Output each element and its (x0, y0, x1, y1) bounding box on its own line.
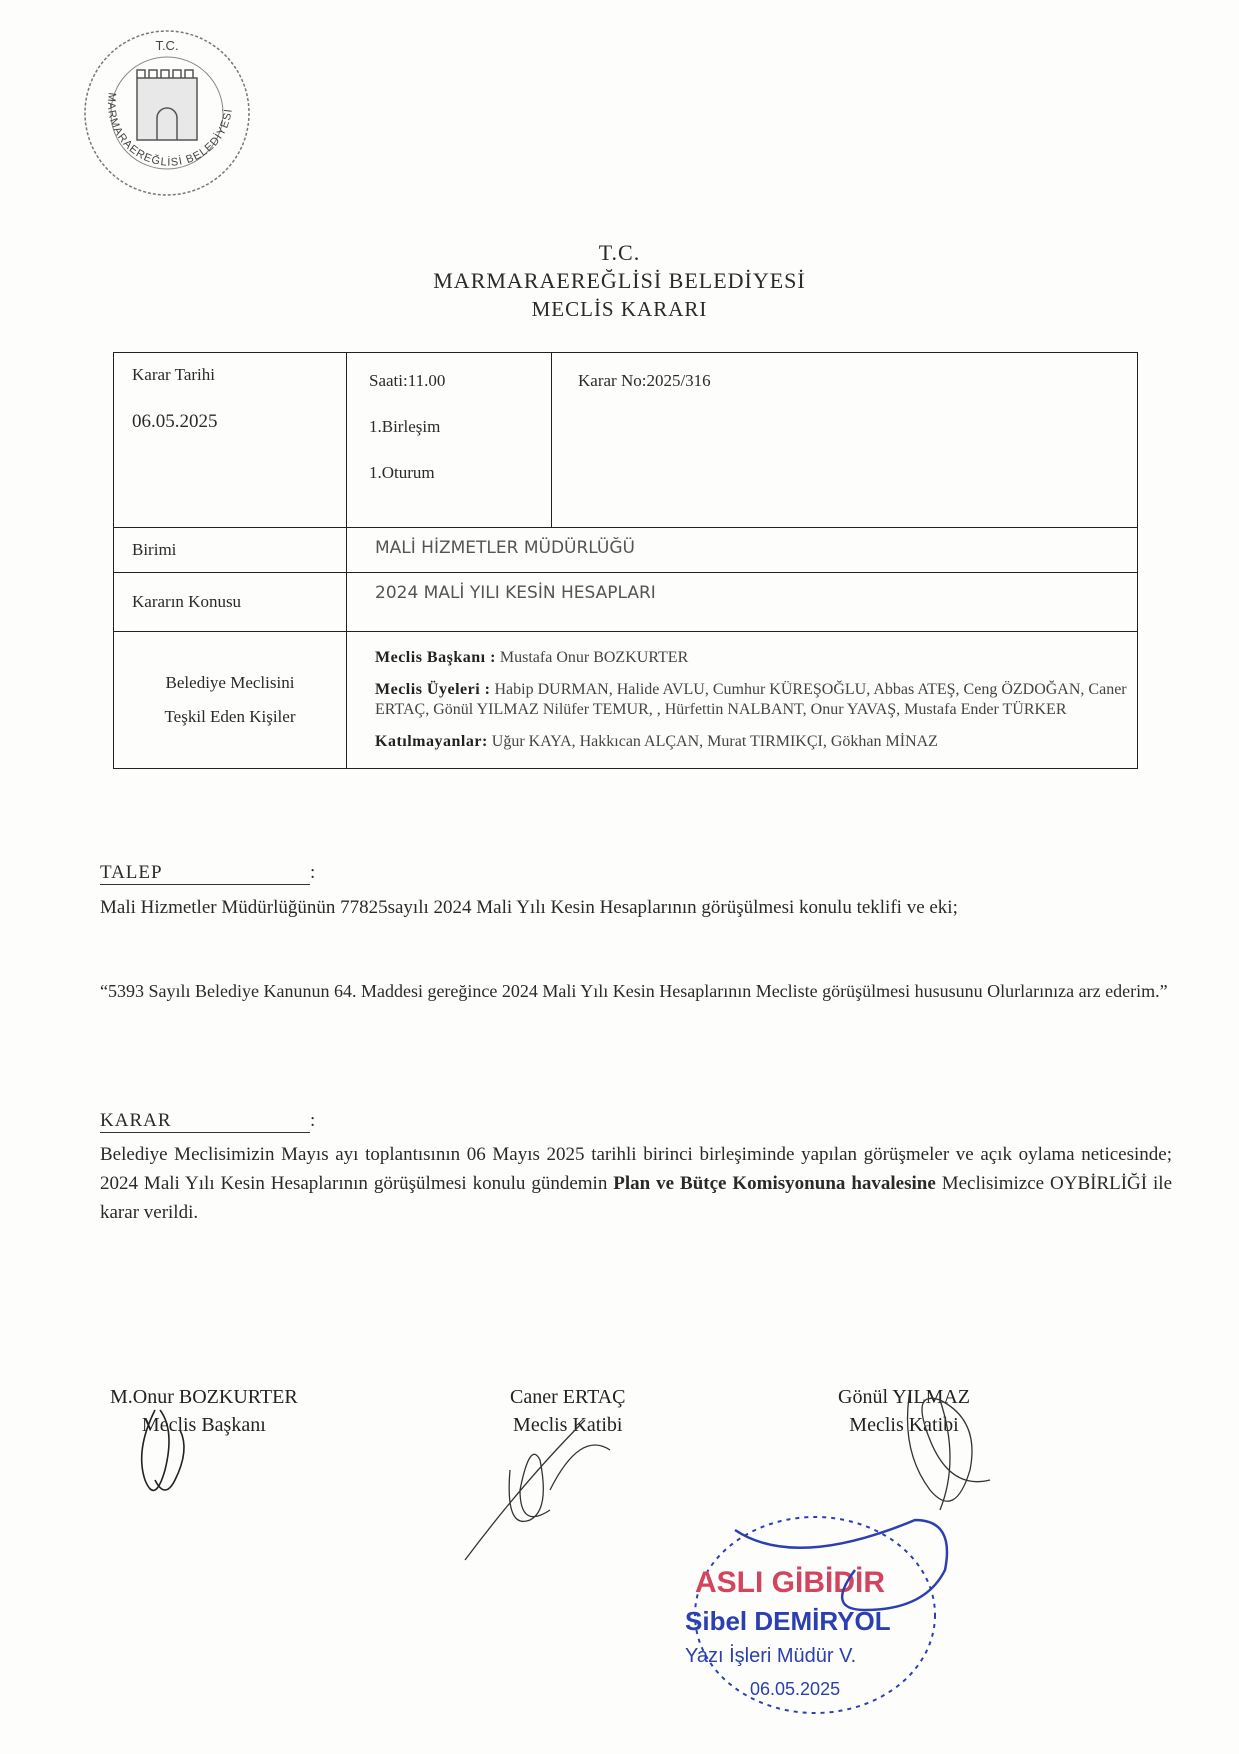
stamp-line-2: Sibel DEMİRYOL (685, 1606, 891, 1636)
members-label-cell (114, 632, 347, 769)
karar-heading-row (100, 1110, 316, 1133)
session-time: Saati:11.00 (369, 371, 446, 390)
absent-list: Uğur KAYA, Hakkıcan ALÇAN, Murat TIRMIKÇI, Gökhan MİNAZ (491, 733, 938, 750)
members-label-1: Belediye Meclisini (165, 673, 295, 692)
unit-value: MALİ HİZMETLER MÜDÜRLÜĞÜ (347, 528, 1138, 573)
president-signature (120, 1400, 240, 1510)
municipality-seal (82, 28, 252, 198)
karar-text-b: Meclisimizce OYBİRLİĞİ ile karar verildi. (100, 1173, 1173, 1223)
karar-text-a: Belediye Meclisimizin Mayıs ayı toplantısının 06 Mayıs 2025 tarihli birinci birleşiminde yapılan görüşmeler ve açık oylama neticesinde; 2024 Mali Yılı Kesin Hesaplarının görüşülmesi konulu gündemin (100, 1144, 1172, 1194)
clerk-1-signature (460, 1410, 640, 1570)
session-cell (347, 353, 552, 528)
stamp-line-1: ASLI GİBİDİR (695, 1566, 886, 1599)
president-name: Mustafa Onur BOZKURTER (499, 649, 689, 666)
signer-title-clerk-1: Meclis Katibi (513, 1414, 623, 1436)
clerk-2-signature (870, 1380, 1020, 1530)
decision-info-table (113, 352, 1138, 769)
talep-text: Mali Hizmetler Müdürlüğünün 77825sayılı 2024 Mali Yılı Kesin Hesaplarının görüşülmesi konulu teklifi ve eki; (100, 897, 958, 918)
subject-value: 2024 MALİ YILI KESİN HESAPLARI (347, 573, 1138, 632)
subject-label: Kararın Konusu (114, 573, 347, 632)
signer-name-president: M.Onur BOZKURTER (110, 1386, 298, 1408)
talep-heading: TALEP (100, 862, 163, 883)
signer-name-clerk-1: Caner ERTAÇ (510, 1386, 626, 1408)
castle-icon (137, 70, 197, 140)
decision-date-cell (114, 353, 347, 528)
signer-title-president: Meclis Başkanı (141, 1414, 266, 1436)
header-title: MECLİS KARARI (531, 297, 708, 321)
talep-quote: “5393 Sayılı Belediye Kanunun 64. Maddesi gereğince 2024 Mali Yılı Kesin Hesaplarının Mecliste görüşülmesi hususunu Olurlarınıza arz ederim.” (100, 981, 1168, 1001)
signer-name-clerk-2: Gönül YILMAZ (838, 1386, 971, 1408)
header-municipality: MARMARAEREĞLİSİ BELEDİYESİ (433, 268, 806, 293)
karar-colon: : (310, 1110, 317, 1131)
karar-text (100, 1140, 1172, 1227)
president-label: Meclis Başkanı : (375, 649, 496, 666)
talep-heading-row (100, 862, 316, 885)
unit-label: Birimi (114, 528, 347, 573)
seal-ring-text: MARMARAEREĞLİSİ BELEDİYESİ (104, 91, 235, 169)
members-list: Habip DURMAN, Halide AVLU, Cumhur KÜREŞOĞLU, Abbas ATEŞ, Ceng ÖZDOĞAN, Caner ERTAÇ, Gönül YILMAZ Nilüfer TEMUR, , Hürfettin NALBANT, Onur YAVAŞ, Mustafa Ender TÜRKER (375, 681, 1127, 718)
absent-label: Katılmayanlar: (375, 733, 488, 750)
members-value-cell (347, 632, 1138, 769)
karar-heading: KARAR (100, 1110, 172, 1131)
members-list-label: Meclis Üyeleri : (375, 681, 491, 698)
decision-date-label: Karar Tarihi (132, 365, 215, 384)
decision-number: Karar No:2025/316 (552, 353, 1138, 528)
decision-date: 06.05.2025 (132, 411, 218, 432)
certified-copy-stamp (675, 1510, 995, 1720)
karar-text-bold: Plan ve Bütçe Komisyonuna havalesine (613, 1173, 936, 1194)
talep-colon: : (310, 862, 317, 883)
stamp-date: 06.05.2025 (750, 1679, 841, 1699)
header-tc: T.C. (598, 240, 641, 265)
members-label-2: Teşkil Eden Kişiler (164, 707, 296, 726)
session-oturum: 1.Oturum (369, 463, 435, 482)
session-birlesim: 1.Birleşim (369, 417, 441, 436)
seal-top-text: T.C. (155, 38, 179, 53)
stamp-line-3: Yazı İşleri Müdür V. (685, 1645, 857, 1667)
signer-title-clerk-2: Meclis Katibi (849, 1414, 959, 1436)
